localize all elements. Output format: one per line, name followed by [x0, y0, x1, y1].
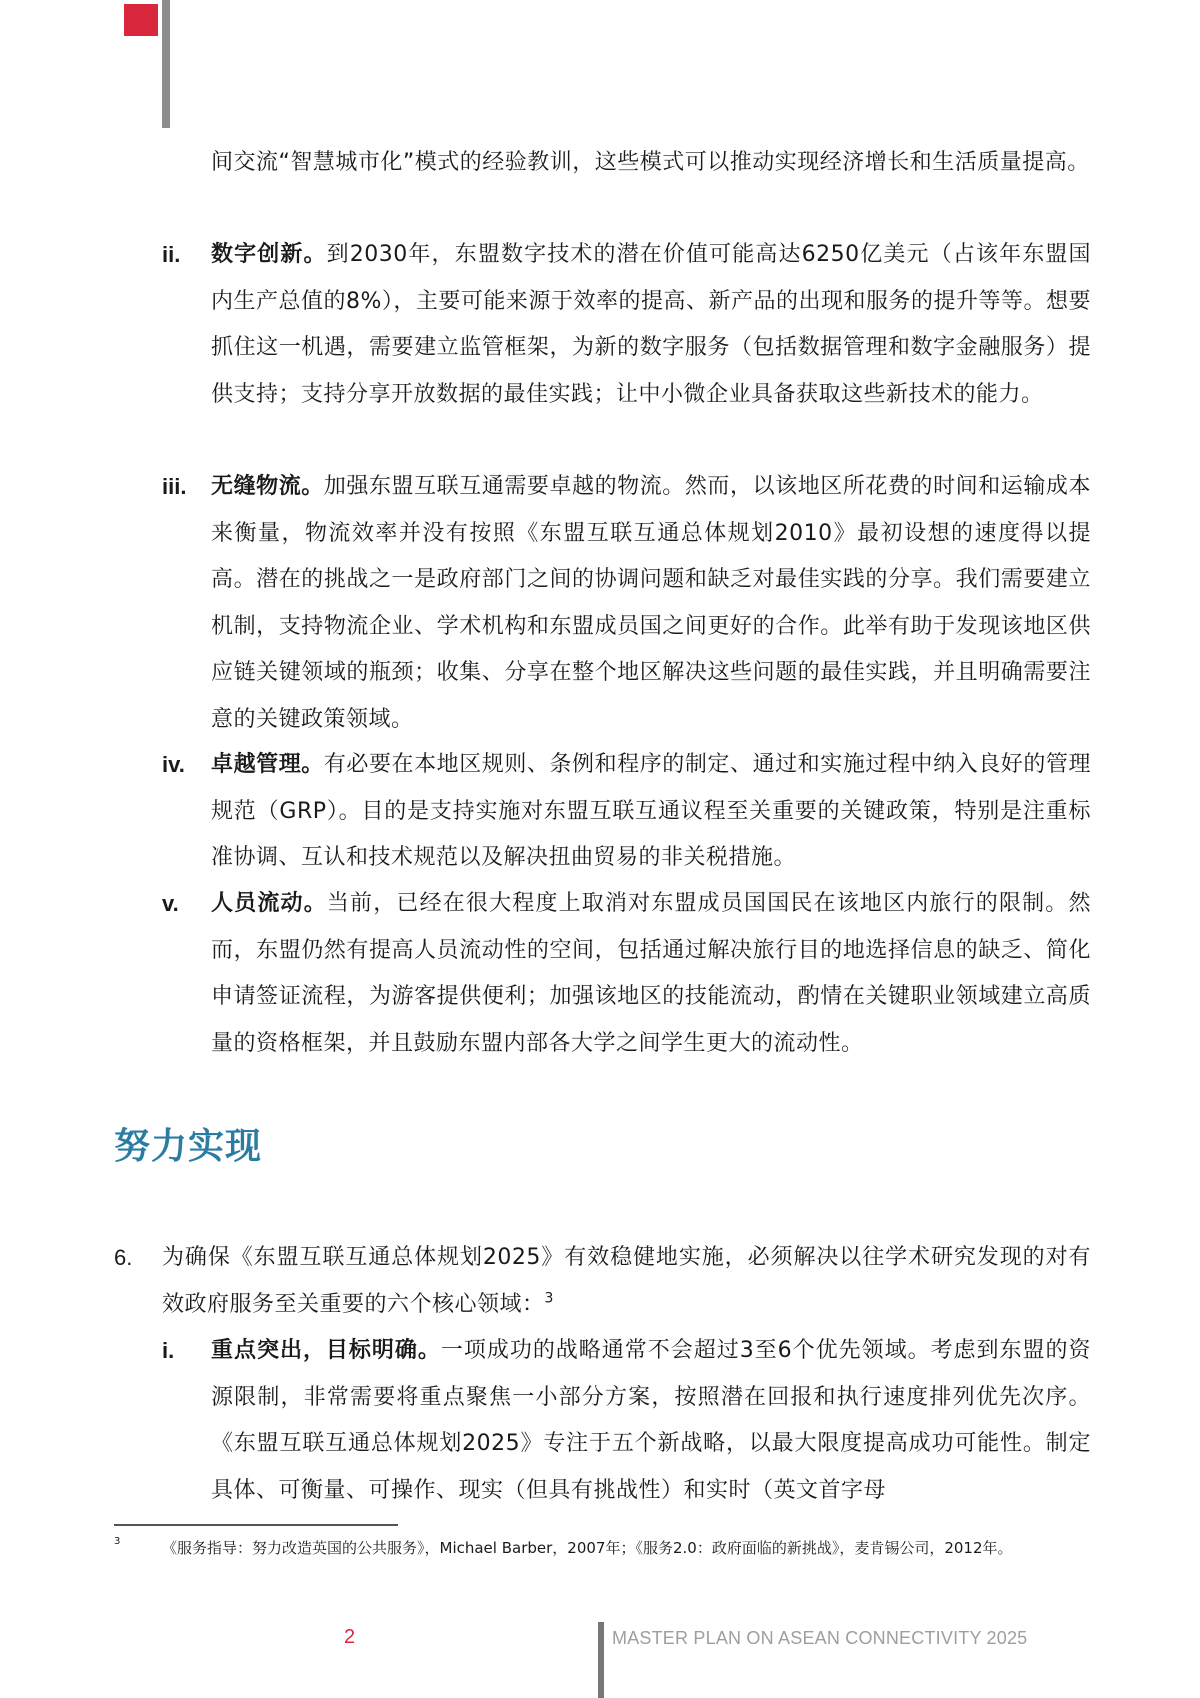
section-heading: 努力实现: [114, 1126, 263, 1167]
numbered-paragraph-text: 为确保《东盟互联互通总体规划2025》有效稳健地实施，必须解决以往学术研究发现的对有效政府服务至关重要的六个核心领域：: [162, 1245, 1091, 1317]
list-item-body: [211, 1328, 1091, 1514]
numbered-paragraph: [0, 1235, 1200, 1328]
list-item-body: [211, 742, 1091, 882]
list-item-text: 有必要在本地区规则、条例和程序的制定、通过和实施过程中纳入良好的管理规范（GRP）。目的是支持实施对东盟互联互通议程至关重要的关键政策，特别是注重标准协调、互认和技术规范以及解决扭曲贸易的非关税措施。: [211, 752, 1091, 870]
list-item-digital-innovation: [0, 232, 1200, 418]
list-marker: v.: [162, 891, 179, 916]
list-marker: ii.: [162, 242, 181, 267]
numbered-paragraph-body: [162, 1235, 1091, 1328]
list-marker: iv.: [162, 752, 185, 777]
list-item-title: 数字创新。: [211, 242, 327, 267]
list-item-body: [211, 881, 1091, 1067]
corner-accent-square: [124, 4, 158, 36]
list-item-text: 当前，已经在很大程度上取消对东盟成员国国民在该地区内旅行的限制。然而，东盟仍然有提高人员流动性的空间，包括通过解决旅行目的地选择信息的缺乏、简化申请签证流程，为游客提供便利；加强该地区的技能流动，酌情在关键职业领域建立高质量的资格框架，并且鼓励东盟内部各大学之间学生更大的流动性。: [211, 891, 1091, 1056]
footer-document-title: MASTER PLAN ON ASEAN CONNECTIVITY 2025: [612, 1628, 1028, 1648]
list-item-people-mobility: [0, 881, 1200, 1067]
list-item-seamless-logistics: [0, 464, 1200, 743]
list-item-text: 到2030年，东盟数字技术的潜在价值可能高达6250亿美元（占该年东盟国内生产总值的8%），主要可能来源于效率的提高、新产品的出现和服务的提升等等。想要抓住这一机遇，需要建立监管框架，为新的数字服务（包括数据管理和数字金融服务）提供支持；支持分享开放数据的最佳实践；让中小微企业具备获取这些新技术的能力。: [211, 242, 1091, 407]
footer-vertical-bar: [598, 1622, 604, 1698]
paragraph-number: 6.: [114, 1245, 133, 1270]
list-item-clear-focus: [0, 1328, 1200, 1514]
list-item-text: 加强东盟互联互通需要卓越的物流。然而，以该地区所花费的时间和运输成本来衡量，物流效率并没有按照《东盟互联互通总体规划2010》最初设想的速度得以提高。潜在的挑战之一是政府部门之间的协调问题和缺乏对最佳实践的分享。我们需要建立机制，支持物流企业、学术机构和东盟成员国之间更好的合作。此举有助于发现该地区供应链关键领域的瓶颈；收集、分享在整个地区解决这些问题的最佳实践，并且明确需要注意的关键政策领域。: [211, 474, 1091, 732]
list-item-title: 人员流动。: [211, 891, 327, 916]
footnote-marker: 3: [114, 1536, 121, 1547]
page-number: 2: [344, 1626, 356, 1648]
footnote-divider: [114, 1524, 398, 1526]
list-item-text: 一项成功的战略通常不会超过3至6个优先领域。考虑到东盟的资源限制，非常需要将重点聚焦一小部分方案，按照潜在回报和执行速度排列优先次序。《东盟互联互通总体规划2025》专注于五个新战略，以最大限度提高成功可能性。制定具体、可衡量、可操作、现实（但具有挑战性）和实时（英文首字母: [211, 1338, 1091, 1503]
list-item-title: 无缝物流。: [211, 474, 324, 499]
list-marker: i.: [162, 1338, 175, 1363]
list-item-regulatory-excellence: [0, 742, 1200, 882]
list-item-body: [211, 464, 1091, 743]
top-vertical-bar: [162, 0, 170, 128]
continuation-paragraph: 间交流“智慧城市化”模式的经验教训，这些模式可以推动实现经济增长和生活质量提高。: [211, 150, 1090, 175]
list-item-title: 卓越管理。: [211, 752, 324, 777]
footnote-text: 《服务指导：努力改造英国的公共服务》，Michael Barber，2007年；《服务2.0：政府面临的新挑战》，麦肯锡公司，2012年。: [162, 1539, 1013, 1557]
footnote-reference[interactable]: 3: [544, 1290, 554, 1307]
list-item-title: 重点突出，目标明确。: [211, 1338, 441, 1363]
list-marker: iii.: [162, 474, 187, 499]
list-item-body: [211, 232, 1091, 418]
